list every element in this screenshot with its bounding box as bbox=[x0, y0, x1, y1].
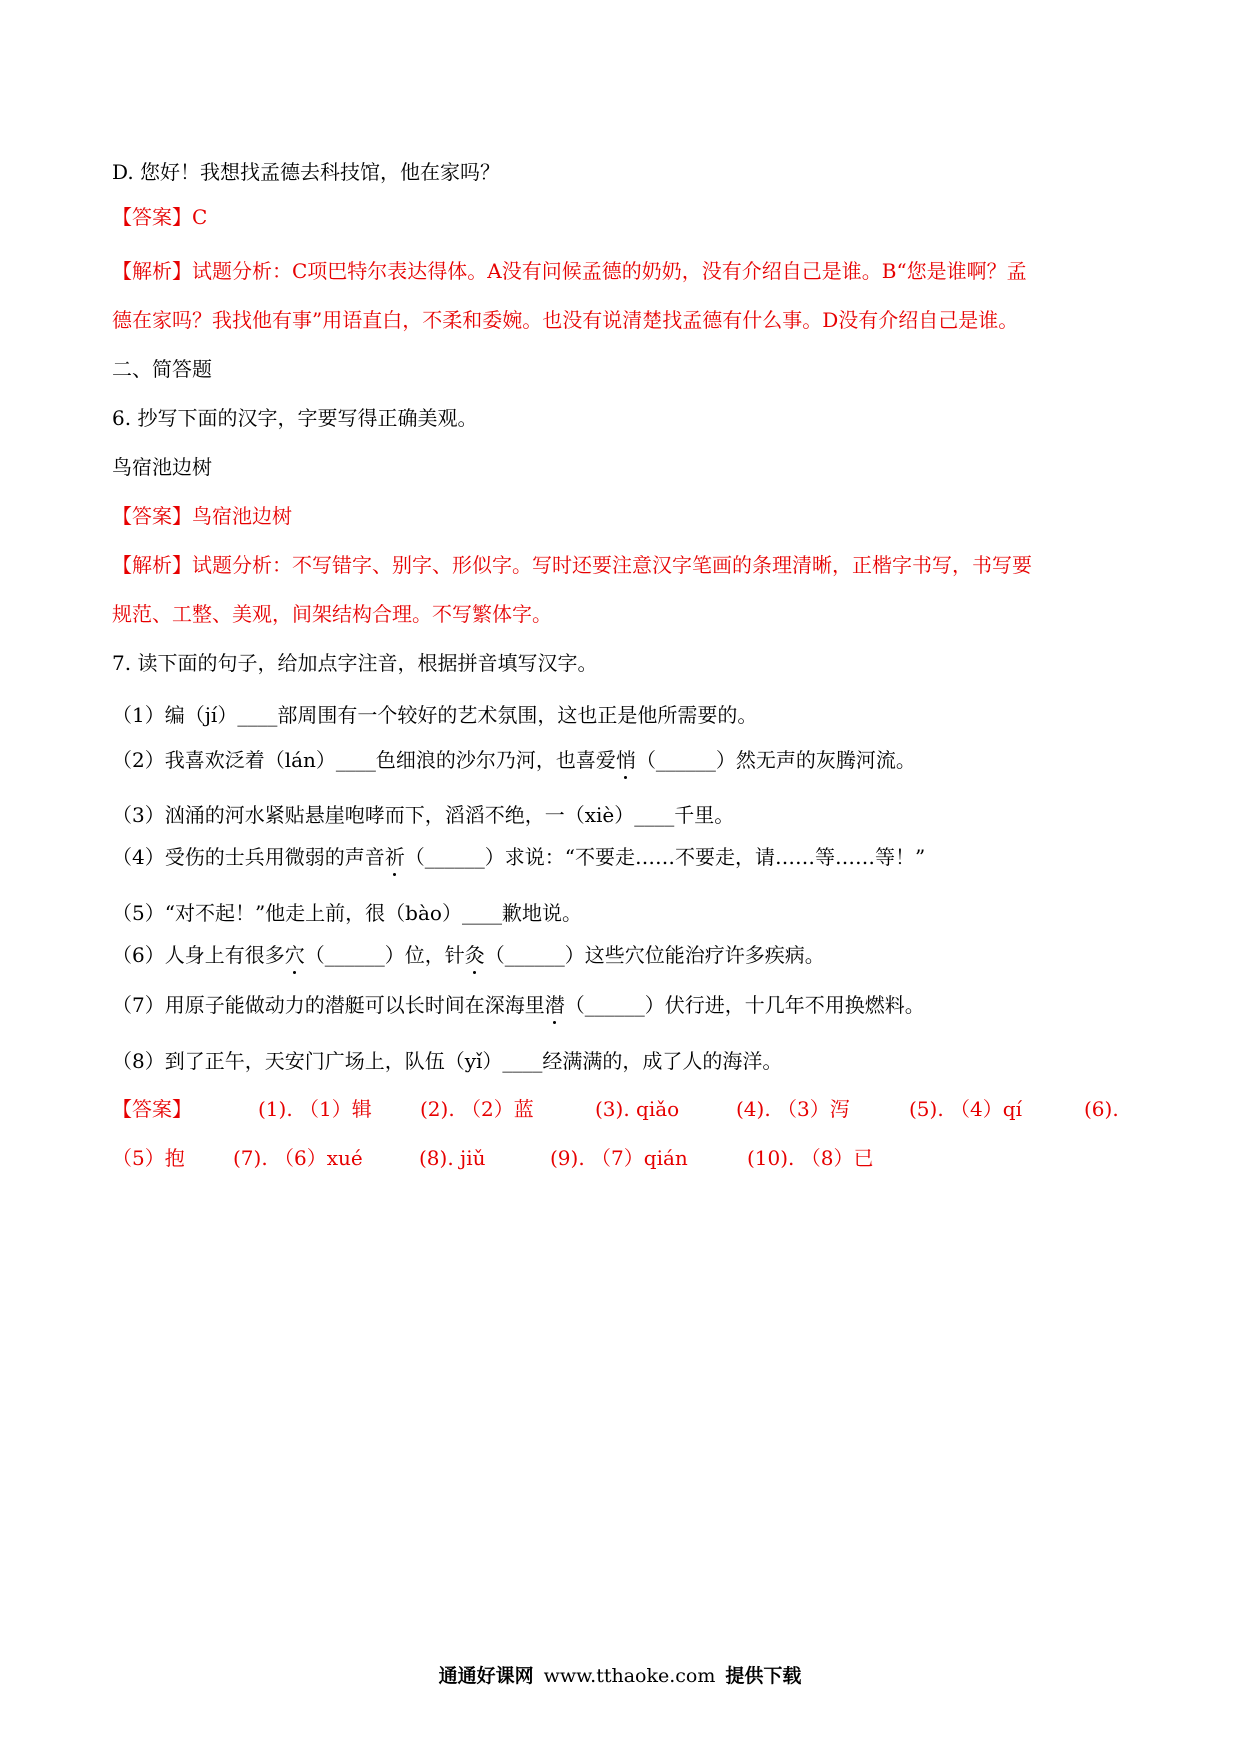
answer-item: (6). bbox=[1084, 1097, 1119, 1121]
answer-item: (5). （4）qí bbox=[909, 1097, 1022, 1121]
option-d: D. 您好！我想找孟德去科技馆，他在家吗？ bbox=[112, 160, 501, 184]
q7-sentence-3: （3）汹涌的河水紧贴悬崖咆哮而下，滔滔不绝，一（xiè）____千里。 bbox=[112, 803, 735, 827]
dotted-char: 悄 bbox=[615, 748, 636, 772]
analysis-text: 试题分析：C项巴特尔表达得体。A没有问候孟德的奶奶，没有介绍自己是谁。B“您是谁啊？孟 bbox=[192, 259, 1027, 283]
q7-sentence-4 bbox=[112, 843, 925, 871]
q7-sentence-1: （1）编（jí）____部周围有一个较好的艺术氛围，这也正是他所需要的。 bbox=[112, 703, 758, 727]
section-title: 二、简答题 bbox=[112, 357, 212, 381]
answer-item: (3). qiǎo bbox=[595, 1097, 680, 1121]
answer-item: (1). （1）辑 bbox=[258, 1097, 372, 1121]
sentence-text: （6）人身上有很多 bbox=[112, 943, 285, 967]
answer-item: (10). （8）已 bbox=[747, 1146, 874, 1170]
analysis-label: 【解析】 bbox=[112, 553, 192, 577]
q6-analysis-line1 bbox=[112, 551, 1032, 579]
dotted-char: 穴 bbox=[284, 943, 305, 967]
q5-answer bbox=[112, 203, 207, 231]
q7-sentence-2 bbox=[112, 746, 916, 774]
answer-item: （5）抱 bbox=[112, 1146, 185, 1170]
q5-analysis-line2: 德在家吗？我找他有事”用语直白，不柔和委婉。也没有说清楚找孟德有什么事。D没有介绍自己是谁。 bbox=[112, 308, 1019, 332]
sentence-text: （______）位，针 bbox=[304, 943, 465, 967]
analysis-text: 试题分析：不写错字、别字、形似字。写时还要注意汉字笔画的条理清晰，正楷字书写，书写要 bbox=[192, 553, 1032, 577]
footer-url[interactable]: www.tthaoke.com bbox=[543, 1665, 716, 1687]
answer-item: (8). jiǔ bbox=[419, 1146, 486, 1170]
q6-analysis-line2: 规范、工整、美观，间架结构合理。不写繁体字。 bbox=[112, 602, 552, 626]
q6-answer bbox=[112, 502, 292, 530]
footer-suffix: 提供下载 bbox=[725, 1665, 802, 1687]
q5-analysis-line1 bbox=[112, 257, 1027, 285]
sentence-text: （______）求说：“不要走……不要走，请……等……等！” bbox=[404, 845, 926, 869]
sentence-text: （______）然无声的灰腾河流。 bbox=[635, 748, 916, 772]
answer-value: C bbox=[192, 205, 208, 229]
q7-sentence-5: （5）“对不起！”他走上前，很（bào）____歉地说。 bbox=[112, 901, 582, 925]
sentence-text: （4）受伤的士兵用微弱的声音 bbox=[112, 845, 385, 869]
answer-label: 【答案】 bbox=[112, 205, 192, 229]
answer-item: (2). （2）蓝 bbox=[420, 1097, 534, 1121]
q7-sentence-7 bbox=[112, 991, 925, 1019]
q7-stem: 7. 读下面的句子，给加点字注音，根据拼音填写汉字。 bbox=[112, 651, 598, 675]
footer bbox=[0, 1662, 1240, 1690]
answer-value: 鸟宿池边树 bbox=[192, 504, 292, 528]
q6-text: 鸟宿池边树 bbox=[112, 455, 212, 479]
q6-stem: 6. 抄写下面的汉字，字要写得正确美观。 bbox=[112, 406, 478, 430]
q7-sentence-6 bbox=[112, 941, 825, 969]
dotted-char: 灸 bbox=[464, 943, 485, 967]
q7-answer-label: 【答案】 bbox=[112, 1097, 192, 1121]
q7-sentence-8: （8）到了正午，天安门广场上，队伍（yǐ）____经满满的，成了人的海洋。 bbox=[112, 1049, 783, 1073]
dotted-char: 祈 bbox=[384, 845, 405, 869]
answer-item: (7). （6）xué bbox=[233, 1146, 363, 1170]
answer-item: (9). （7）qián bbox=[550, 1146, 688, 1170]
answer-item: (4). （3）泻 bbox=[736, 1097, 850, 1121]
sentence-text: （______）伏行进，十几年不用换燃料。 bbox=[564, 993, 925, 1017]
answer-label: 【答案】 bbox=[112, 504, 192, 528]
sentence-text: （______）这些穴位能治疗许多疾病。 bbox=[484, 943, 825, 967]
footer-brand: 通通好课网 bbox=[438, 1665, 534, 1687]
sentence-text: （7）用原子能做动力的潜艇可以长时间在深海里 bbox=[112, 993, 545, 1017]
analysis-label: 【解析】 bbox=[112, 259, 192, 283]
dotted-char: 潜 bbox=[544, 993, 565, 1017]
sentence-text: （2）我喜欢泛着（lán）____色细浪的沙尔乃河，也喜爱 bbox=[112, 748, 616, 772]
